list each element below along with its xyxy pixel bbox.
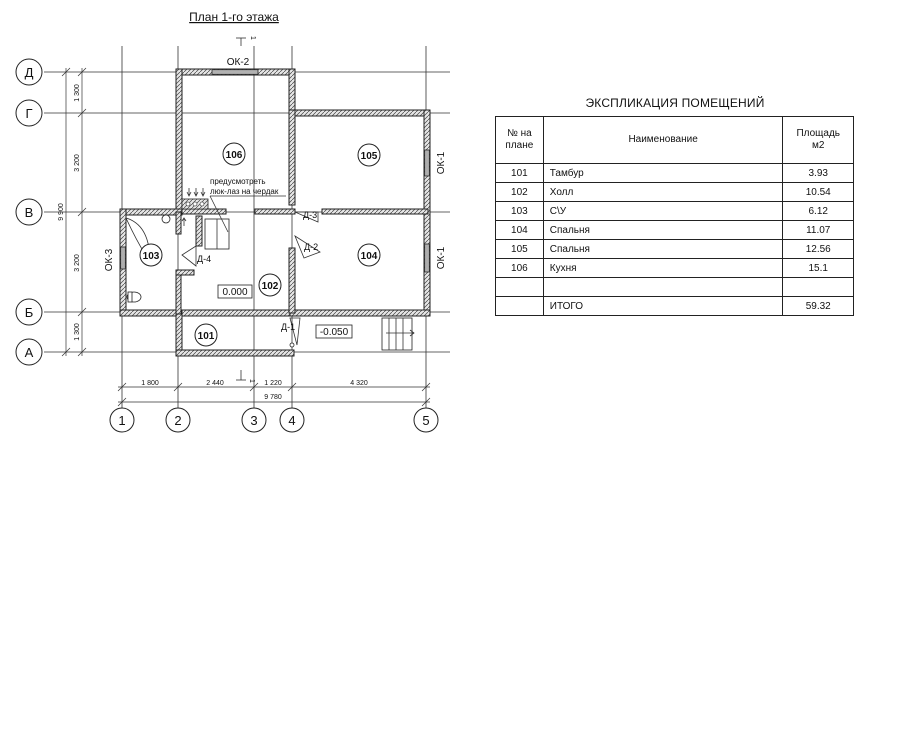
cell-name: Спальня bbox=[543, 221, 783, 240]
door-d4-label: Д-4 bbox=[197, 254, 212, 264]
vdim-3: 3 200 bbox=[74, 254, 81, 272]
explication-table bbox=[495, 116, 854, 316]
axis-label-3: 3 bbox=[250, 413, 258, 428]
table-row bbox=[496, 240, 854, 259]
axis-label-В: В bbox=[24, 205, 34, 220]
cell-area: 15.1 bbox=[783, 259, 854, 278]
axis-label-Б: Б bbox=[24, 305, 34, 320]
axis-bubble-4 bbox=[280, 408, 304, 432]
table-row bbox=[496, 259, 854, 278]
door-d3-label: Д-3 bbox=[303, 210, 318, 220]
hdim-3: 1 220 bbox=[264, 380, 282, 387]
section-mark-bottom-label: 1 bbox=[248, 379, 255, 383]
walls bbox=[120, 69, 430, 356]
section-mark bbox=[236, 36, 256, 383]
room-number-101: 101 bbox=[197, 331, 215, 342]
cell-num: 102 bbox=[496, 183, 544, 202]
room-number-102: 102 bbox=[261, 281, 279, 292]
total-label: ИТОГО bbox=[543, 297, 783, 316]
cell-name: Холл bbox=[543, 183, 783, 202]
cell-num: 106 bbox=[496, 259, 544, 278]
header-area: Площадь м2 bbox=[783, 117, 854, 164]
cell-area: 3.93 bbox=[783, 164, 854, 183]
axis-bubble-Д bbox=[16, 59, 42, 85]
attic-note-line-1: предусмотреть bbox=[210, 177, 266, 186]
vdim-total: 9 900 bbox=[58, 203, 65, 221]
window-ok2-label: ОК-2 bbox=[226, 57, 250, 68]
room-bubble-104 bbox=[358, 244, 380, 266]
axis-bubble-Б bbox=[16, 299, 42, 325]
axis-label-2: 2 bbox=[174, 413, 182, 428]
cell-name: Спальня bbox=[543, 240, 783, 259]
hdim-total: 9 780 bbox=[264, 394, 282, 401]
level-main: 0.000 bbox=[222, 287, 248, 298]
axis-bubble-1 bbox=[110, 408, 134, 432]
vdim-1: 1 300 bbox=[74, 84, 81, 102]
room-number-106: 106 bbox=[225, 150, 243, 161]
table-total-row bbox=[496, 297, 854, 316]
table-header-row bbox=[496, 117, 854, 164]
axis-label-1: 1 bbox=[118, 413, 126, 428]
table-row bbox=[496, 164, 854, 183]
total-value: 59.32 bbox=[783, 297, 854, 316]
explication-title: ЭКСПЛИКАЦИЯ ПОМЕЩЕНИЙ bbox=[585, 96, 765, 110]
cell-num: 104 bbox=[496, 221, 544, 240]
axis-label-Д: Д bbox=[24, 65, 34, 80]
axis-bubble-3 bbox=[242, 408, 266, 432]
room-bubble-102 bbox=[259, 274, 281, 296]
horizontal-dimensions bbox=[118, 380, 430, 406]
room-number-105: 105 bbox=[360, 151, 378, 162]
header-name: Наименование bbox=[543, 117, 783, 164]
table-row bbox=[496, 183, 854, 202]
cell-num: 101 bbox=[496, 164, 544, 183]
section-mark-top-label: 1 bbox=[249, 36, 256, 40]
level-porch: -0.050 bbox=[319, 327, 349, 338]
plan-title: План 1-го этажа bbox=[189, 10, 279, 24]
room-bubble-105 bbox=[358, 144, 380, 166]
cell-area: 12.56 bbox=[783, 240, 854, 259]
cell-num: 103 bbox=[496, 202, 544, 221]
cell-area: 10.54 bbox=[783, 183, 854, 202]
room-number-104: 104 bbox=[360, 251, 378, 262]
window-ok1-top-label: ОК-1 bbox=[436, 151, 447, 175]
cell-name: Тамбур bbox=[543, 164, 783, 183]
vdim-2: 3 200 bbox=[74, 154, 81, 172]
room-bubble-103 bbox=[140, 244, 162, 266]
axis-bubble-Г bbox=[16, 100, 42, 126]
window-ok1-bottom-label: ОК-1 bbox=[436, 246, 447, 270]
table-row bbox=[496, 221, 854, 240]
cell-name: С\У bbox=[543, 202, 783, 221]
cell-num: 105 bbox=[496, 240, 544, 259]
room-bubble-101 bbox=[195, 324, 217, 346]
header-num: № на плане bbox=[496, 117, 544, 164]
room-bubble-106 bbox=[223, 143, 245, 165]
door-d2-label: Д-2 bbox=[304, 242, 319, 252]
axis-bubble-А bbox=[16, 339, 42, 365]
cell-area: 11.07 bbox=[783, 221, 854, 240]
table-empty-row bbox=[496, 278, 854, 297]
floor-plan-drawing bbox=[0, 0, 490, 440]
axis-label-Г: Г bbox=[25, 106, 33, 121]
window-ok3-label: ОК-3 bbox=[104, 248, 115, 272]
axis-bubble-2 bbox=[166, 408, 190, 432]
hdim-2: 2 440 bbox=[206, 380, 224, 387]
hdim-1: 1 800 bbox=[141, 380, 159, 387]
table-row bbox=[496, 202, 854, 221]
vdim-4: 1 300 bbox=[74, 323, 81, 341]
axis-bubble-5 bbox=[414, 408, 438, 432]
cell-area: 6.12 bbox=[783, 202, 854, 221]
windows bbox=[104, 57, 447, 272]
door-d1-label: Д-1 bbox=[281, 322, 296, 332]
axis-label-5: 5 bbox=[422, 413, 430, 428]
axis-label-А: А bbox=[24, 345, 34, 360]
cell-name: Кухня bbox=[543, 259, 783, 278]
axis-label-4: 4 bbox=[288, 413, 296, 428]
hdim-4: 4 320 bbox=[350, 380, 368, 387]
attic-note-line-2: люк-лаз на чердак bbox=[210, 187, 279, 196]
room-number-103: 103 bbox=[142, 251, 160, 262]
axis-bubble-В bbox=[16, 199, 42, 225]
